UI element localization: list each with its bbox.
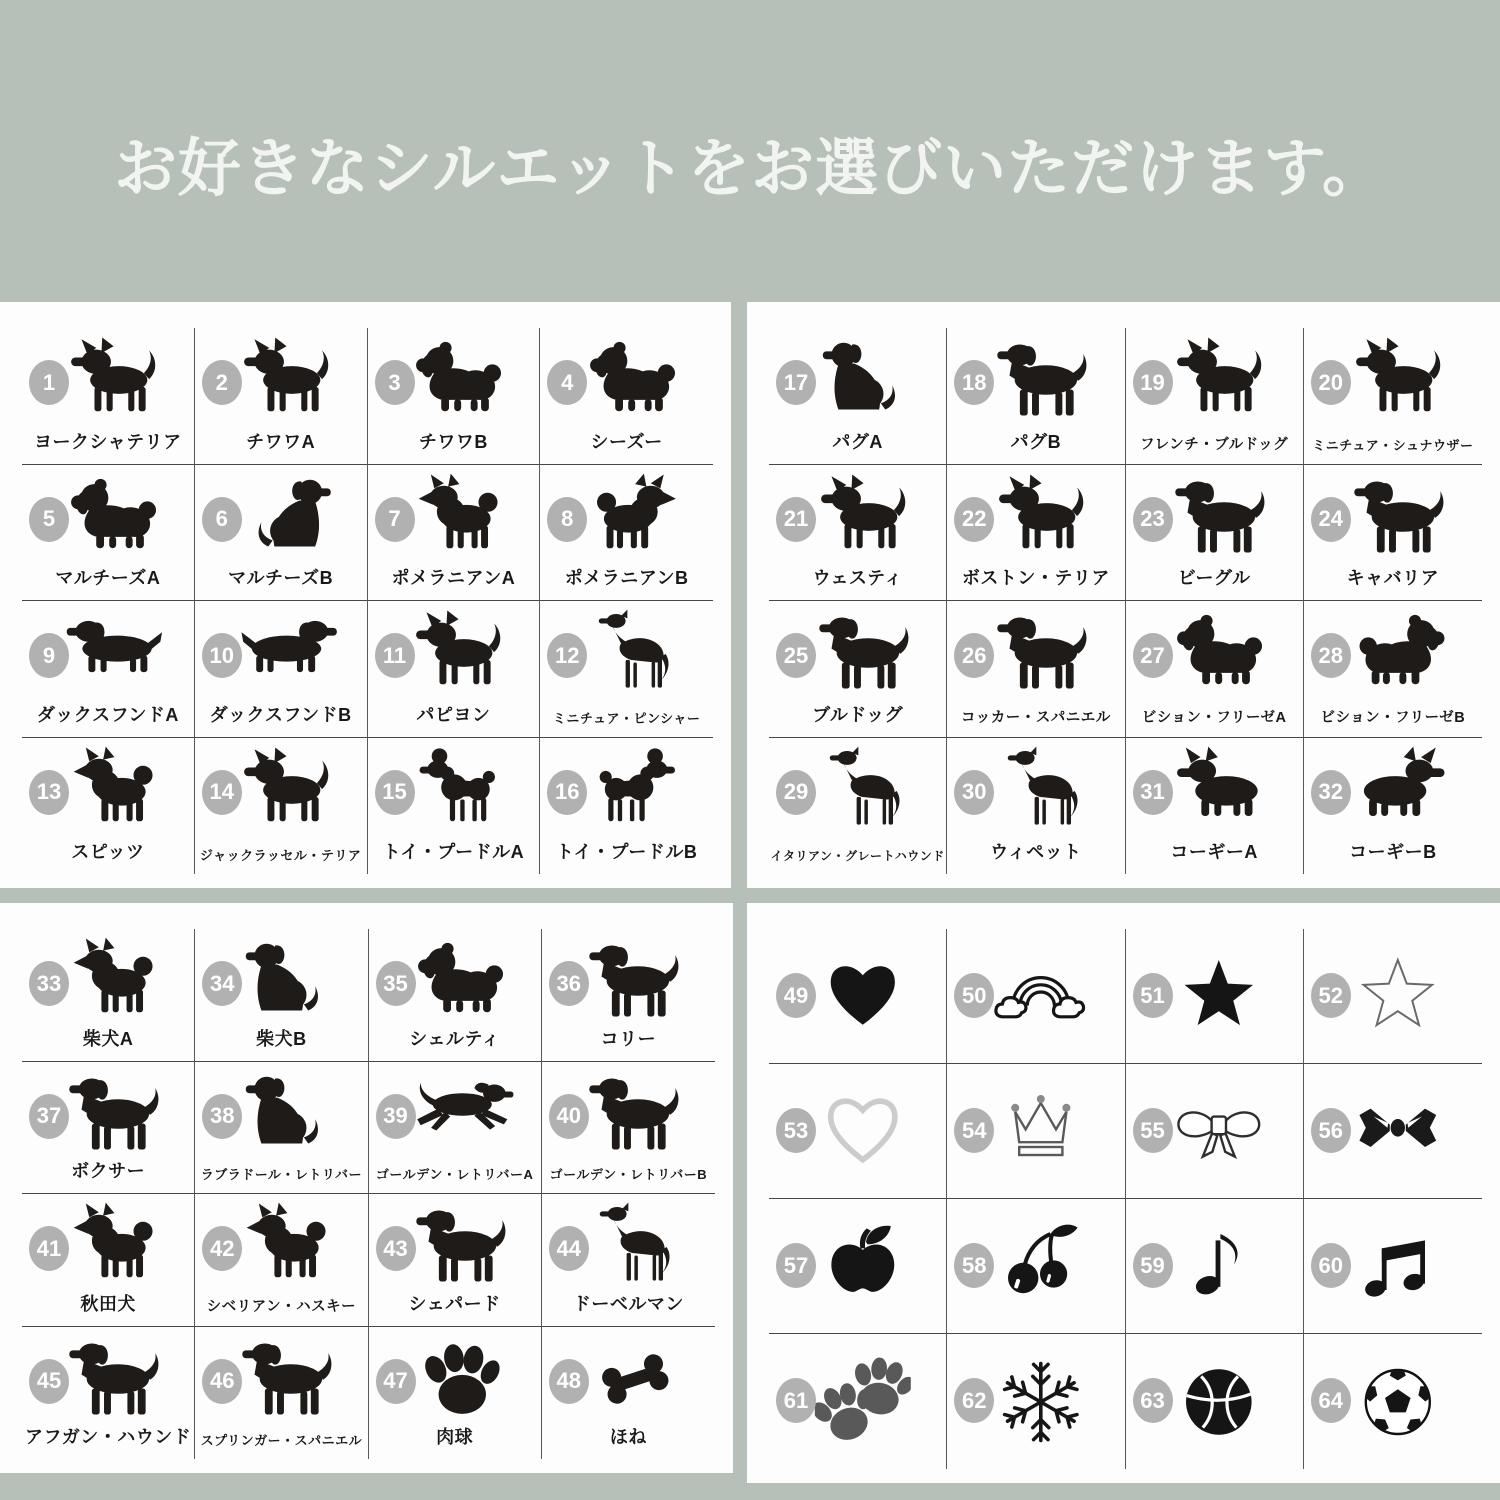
- option-cell-43[interactable]: [369, 1194, 542, 1327]
- option-number-badge: 29: [776, 770, 816, 815]
- option-cell-54[interactable]: [947, 1064, 1125, 1199]
- option-label: トイ・プードルB: [555, 842, 698, 862]
- option-label: ラブラドール・レトリバー: [200, 1167, 363, 1182]
- option-number-badge: 45: [29, 1359, 69, 1404]
- option-number-badge: 37: [29, 1094, 69, 1139]
- option-label: コーギーA: [1170, 842, 1258, 862]
- option-number-badge: 43: [376, 1226, 416, 1271]
- option-label: ウィペット: [990, 842, 1082, 862]
- option-cell-49[interactable]: [769, 929, 947, 1064]
- option-cell-29[interactable]: [769, 738, 947, 875]
- option-cell-7[interactable]: [368, 465, 541, 602]
- option-label: イタリアン・グレートハウンド: [770, 849, 945, 863]
- option-cell-62[interactable]: [947, 1334, 1125, 1469]
- option-cell-42[interactable]: [195, 1194, 368, 1327]
- option-cell-51[interactable]: [1126, 929, 1304, 1064]
- option-cell-56[interactable]: [1304, 1064, 1482, 1199]
- option-number-badge: 34: [202, 961, 242, 1006]
- option-label: ポメラニアンB: [564, 568, 689, 588]
- option-cell-19[interactable]: [1126, 328, 1304, 465]
- option-number-badge: 54: [954, 1108, 994, 1153]
- option-number-badge: 61: [776, 1378, 816, 1423]
- option-cell-35[interactable]: [369, 929, 542, 1062]
- option-number-badge: 40: [549, 1094, 589, 1139]
- option-number-badge: 26: [954, 633, 994, 678]
- option-cell-31[interactable]: [1126, 738, 1304, 875]
- option-number-badge: 28: [1311, 633, 1351, 678]
- option-number-badge: 23: [1133, 497, 1173, 542]
- option-label: ビーグル: [1177, 568, 1251, 588]
- option-number-badge: 58: [954, 1243, 994, 1288]
- option-number-badge: 41: [29, 1226, 69, 1271]
- option-cell-28[interactable]: [1304, 601, 1482, 738]
- option-cell-23[interactable]: [1126, 465, 1304, 602]
- option-number-badge: 12: [547, 633, 587, 678]
- option-label: シェルティ: [409, 1028, 500, 1049]
- option-label: ミニチュア・ピンシャー: [552, 710, 701, 726]
- option-number-badge: 47: [376, 1359, 416, 1404]
- option-label: ゴールデン・レトリバーA: [375, 1167, 534, 1182]
- option-cell-25[interactable]: [769, 601, 947, 738]
- option-number-badge: 55: [1133, 1108, 1173, 1153]
- option-number-badge: 44: [549, 1226, 589, 1271]
- option-cell-32[interactable]: [1304, 738, 1482, 875]
- option-cell-59[interactable]: [1126, 1199, 1304, 1334]
- option-number-badge: 42: [202, 1226, 242, 1271]
- option-label: シェパード: [408, 1293, 501, 1314]
- option-cell-26[interactable]: [947, 601, 1125, 738]
- option-label: マルチーズA: [55, 568, 161, 588]
- option-label: 秋田犬: [80, 1293, 136, 1314]
- option-cell-53[interactable]: [769, 1064, 947, 1199]
- option-cell-61[interactable]: [769, 1334, 947, 1469]
- option-label: チワワB: [418, 431, 488, 452]
- panel-dogs-17-32: [747, 302, 1500, 888]
- option-cell-2[interactable]: [195, 328, 368, 465]
- option-cell-52[interactable]: [1304, 929, 1482, 1064]
- option-number-badge: 49: [776, 973, 816, 1018]
- option-number-badge: 22: [954, 497, 994, 542]
- panel-dogs-33-48: [0, 903, 733, 1473]
- option-cell-24[interactable]: [1304, 465, 1482, 602]
- option-label: 柴犬A: [82, 1028, 134, 1049]
- option-cell-12[interactable]: [540, 601, 713, 738]
- option-cell-14[interactable]: [195, 738, 368, 875]
- option-cell-47[interactable]: [369, 1327, 542, 1460]
- option-cell-22[interactable]: [947, 465, 1125, 602]
- option-cell-18[interactable]: [947, 328, 1125, 465]
- option-cell-1[interactable]: [22, 328, 195, 465]
- option-cell-37[interactable]: [22, 1062, 195, 1195]
- option-number-badge: 56: [1311, 1108, 1351, 1153]
- panel-dogs-1-16: [0, 302, 731, 888]
- option-cell-17[interactable]: [769, 328, 947, 465]
- option-cell-3[interactable]: [368, 328, 541, 465]
- option-number-badge: 52: [1311, 973, 1351, 1018]
- option-number-badge: 10: [202, 633, 242, 678]
- option-number-badge: 7: [375, 497, 415, 542]
- option-cell-33[interactable]: [22, 929, 195, 1062]
- option-cell-16[interactable]: [540, 738, 713, 875]
- option-label: マルチーズB: [228, 568, 334, 588]
- option-label: コーギーB: [1349, 842, 1437, 862]
- option-number-badge: 38: [202, 1094, 242, 1139]
- option-number-badge: 9: [29, 633, 69, 678]
- option-label: ブルドッグ: [812, 704, 904, 725]
- option-number-badge: 2: [202, 360, 242, 405]
- option-cell-55[interactable]: [1126, 1064, 1304, 1199]
- option-number-badge: 5: [29, 497, 69, 542]
- option-number-badge: 17: [776, 360, 816, 405]
- option-number-badge: 11: [375, 633, 415, 678]
- option-cell-41[interactable]: [22, 1194, 195, 1327]
- option-cell-64[interactable]: [1304, 1334, 1482, 1469]
- option-number-badge: 51: [1133, 973, 1173, 1018]
- option-label: コリー: [600, 1028, 657, 1049]
- option-cell-38[interactable]: [195, 1062, 368, 1195]
- option-label: コッカー・スパニエル: [961, 709, 1111, 726]
- option-cell-4[interactable]: [540, 328, 713, 465]
- option-cell-5[interactable]: [22, 465, 195, 602]
- option-cell-11[interactable]: [368, 601, 541, 738]
- option-cell-13[interactable]: [22, 738, 195, 875]
- option-number-badge: 15: [375, 770, 415, 815]
- option-number-badge: 8: [547, 497, 587, 542]
- option-label: フレンチ・ブルドッグ: [1140, 436, 1289, 453]
- option-cell-8[interactable]: [540, 465, 713, 602]
- option-label: パグB: [1010, 431, 1062, 452]
- option-cell-50[interactable]: [947, 929, 1125, 1064]
- option-cell-10[interactable]: [195, 601, 368, 738]
- option-label: トイ・プードルA: [382, 842, 525, 862]
- option-label: ボクサー: [71, 1161, 146, 1181]
- option-number-badge: 63: [1133, 1378, 1173, 1423]
- option-label: チワワA: [246, 431, 316, 452]
- option-cell-63[interactable]: [1126, 1334, 1304, 1469]
- option-label: ポメラニアンA: [391, 568, 516, 588]
- option-number-badge: 4: [547, 360, 587, 405]
- option-cell-39[interactable]: [369, 1062, 542, 1195]
- option-label: ダックスフンドB: [209, 704, 352, 725]
- option-number-badge: 46: [202, 1359, 242, 1404]
- option-cell-20[interactable]: [1304, 328, 1482, 465]
- option-number-badge: 64: [1311, 1378, 1351, 1423]
- option-label: ビション・フリーゼA: [1141, 709, 1287, 726]
- option-number-badge: 3: [375, 360, 415, 405]
- option-cell-40[interactable]: [542, 1062, 715, 1195]
- option-number-badge: 20: [1311, 360, 1351, 405]
- option-label: 肉球: [436, 1427, 474, 1447]
- option-number-badge: 60: [1311, 1243, 1351, 1288]
- option-label: ゴールデン・レトリバーB: [549, 1167, 708, 1182]
- option-cell-9[interactable]: [22, 601, 195, 738]
- option-cell-58[interactable]: [947, 1199, 1125, 1334]
- option-label: ボストン・テリア: [961, 568, 1110, 588]
- option-cell-48[interactable]: [542, 1327, 715, 1460]
- option-number-badge: 31: [1133, 770, 1173, 815]
- option-number-badge: 13: [29, 770, 69, 815]
- option-number-badge: 27: [1133, 633, 1173, 678]
- option-number-badge: 30: [954, 770, 994, 815]
- option-number-badge: 21: [776, 497, 816, 542]
- option-cell-34[interactable]: [195, 929, 368, 1062]
- option-number-badge: 35: [376, 961, 416, 1006]
- option-label: ヨークシャテリア: [34, 431, 182, 452]
- option-label: 柴犬B: [256, 1028, 307, 1049]
- option-number-badge: 16: [547, 770, 587, 815]
- option-label: キャバリア: [1346, 568, 1440, 588]
- page-title: お好きなシルエットをお選びいただけます。: [113, 134, 1387, 204]
- option-number-badge: 62: [954, 1378, 994, 1423]
- option-label: ドーベルマン: [572, 1293, 684, 1314]
- option-cell-57[interactable]: [769, 1199, 947, 1334]
- option-label: ウェスティ: [812, 568, 903, 588]
- option-number-badge: 32: [1311, 770, 1351, 815]
- option-cell-46[interactable]: [195, 1327, 368, 1460]
- option-number-badge: 25: [776, 633, 816, 678]
- option-number-badge: 57: [776, 1243, 816, 1288]
- option-cell-44[interactable]: [542, 1194, 715, 1327]
- option-label: シベリアン・ハスキー: [206, 1298, 357, 1315]
- option-label: パピヨン: [416, 704, 491, 725]
- option-label: ミニチュア・シュナウザー: [1312, 437, 1474, 453]
- option-label: ほね: [609, 1427, 647, 1447]
- option-label: ジャックラッセル・テリア: [199, 848, 362, 863]
- option-label: スピッツ: [71, 842, 145, 862]
- option-label: スプリンガー・スパニエル: [200, 1433, 363, 1448]
- option-number-badge: 19: [1133, 360, 1173, 405]
- option-cell-60[interactable]: [1304, 1199, 1482, 1334]
- option-number-badge: 18: [954, 360, 994, 405]
- option-number-badge: 14: [202, 770, 242, 815]
- option-cell-15[interactable]: [368, 738, 541, 875]
- option-cell-45[interactable]: [22, 1327, 195, 1460]
- option-number-badge: 59: [1133, 1243, 1173, 1288]
- option-cell-21[interactable]: [769, 465, 947, 602]
- option-cell-6[interactable]: [195, 465, 368, 602]
- option-number-badge: 24: [1311, 497, 1351, 542]
- option-label: アフガン・ハウンド: [24, 1427, 192, 1447]
- option-number-badge: 53: [776, 1108, 816, 1153]
- option-cell-27[interactable]: [1126, 601, 1304, 738]
- option-number-badge: 50: [954, 973, 994, 1018]
- option-label: シーズー: [590, 431, 663, 452]
- option-label: ビション・フリーゼB: [1320, 709, 1466, 726]
- option-number-badge: 1: [29, 360, 69, 405]
- panel-symbols-49-64: [747, 903, 1500, 1483]
- option-cell-30[interactable]: [947, 738, 1125, 875]
- option-label: パグA: [832, 431, 883, 452]
- option-number-badge: 39: [376, 1094, 416, 1139]
- option-number-badge: 33: [29, 961, 69, 1006]
- option-cell-36[interactable]: [542, 929, 715, 1062]
- option-number-badge: 48: [549, 1359, 589, 1404]
- option-label: ダックスフンドA: [36, 704, 179, 725]
- option-number-badge: 6: [202, 497, 242, 542]
- option-number-badge: 36: [549, 961, 589, 1006]
